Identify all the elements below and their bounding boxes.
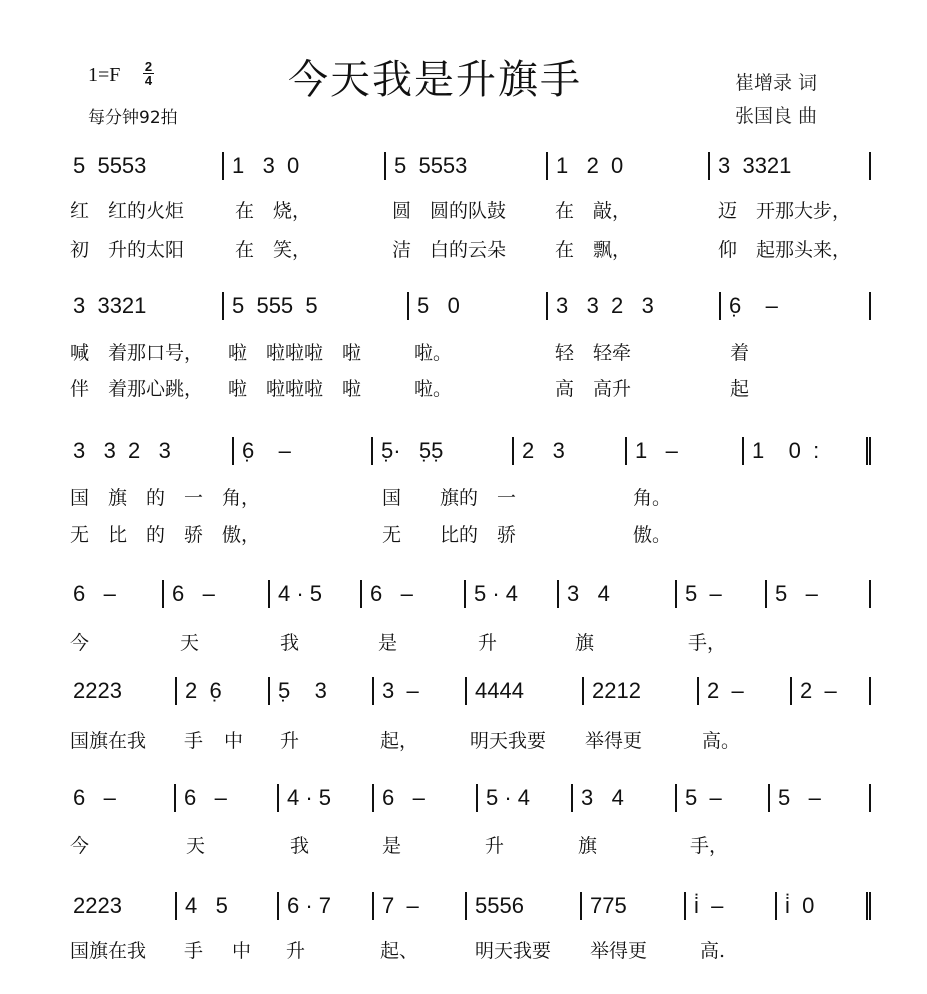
lyric: 升 bbox=[280, 730, 300, 752]
time-top: 2 bbox=[144, 59, 153, 74]
lyric: 起、 bbox=[380, 940, 419, 962]
lyric: 举得更 bbox=[590, 940, 648, 962]
measure: 4 · 5 bbox=[270, 580, 362, 608]
measure: 6 – bbox=[362, 580, 466, 608]
lyric: 天 bbox=[180, 632, 200, 654]
measure: 3 3 2 3 bbox=[73, 437, 234, 465]
lyric: 明天我要 bbox=[475, 940, 552, 962]
measure: 5 · 4 bbox=[478, 784, 573, 812]
lyric: 啦。 bbox=[414, 342, 453, 364]
measure: 3 3 2 3 bbox=[548, 292, 721, 320]
time-bottom: 4 bbox=[144, 73, 153, 88]
measure: 6 – bbox=[176, 784, 279, 812]
composer-credit: 张国良 曲 bbox=[735, 105, 818, 127]
lyric: 高 高升 bbox=[555, 378, 632, 400]
lyric: 旗 bbox=[575, 632, 595, 654]
measure: 6 – bbox=[73, 784, 176, 812]
lyric: 高。 bbox=[702, 730, 741, 752]
measure: 2 6̣ bbox=[177, 677, 270, 705]
lyric: 我 bbox=[280, 632, 300, 654]
song-title: 今天我是升旗手 bbox=[288, 57, 582, 103]
measure: 3 3321 bbox=[73, 292, 224, 320]
notation-row-7 bbox=[0, 892, 927, 922]
measure: 4 5 bbox=[177, 892, 279, 920]
lyric: 在 敲， bbox=[555, 200, 632, 222]
lyric: 起， bbox=[380, 730, 419, 752]
notation-row-4 bbox=[0, 580, 927, 610]
lyric: 旗的 一 bbox=[440, 487, 517, 509]
measure: 6 – bbox=[73, 580, 164, 608]
measure-repeat-end: 1 0 : bbox=[744, 437, 871, 465]
measure: 2212 bbox=[584, 677, 699, 705]
measure: 6 – bbox=[374, 784, 478, 812]
notation-row-3 bbox=[0, 437, 927, 467]
lyric: 在 笑， bbox=[235, 239, 312, 261]
measure: 7 – bbox=[374, 892, 467, 920]
lyric: 旗 bbox=[578, 835, 598, 857]
lyric: 国旗在我 bbox=[70, 730, 147, 752]
lyric: 升 bbox=[286, 940, 306, 962]
notation-row-6 bbox=[0, 784, 927, 814]
lyric: 手 bbox=[184, 730, 204, 752]
lyric: 喊 着那口号， bbox=[70, 342, 204, 364]
lyric: 在 飘， bbox=[555, 239, 632, 261]
lyric: 角。 bbox=[633, 487, 672, 509]
lyric: 是 bbox=[378, 632, 398, 654]
lyric: 在 烧， bbox=[235, 200, 312, 222]
lyric: 是 bbox=[382, 835, 402, 857]
measure: 1 2 0 bbox=[548, 152, 710, 180]
notation-row-5 bbox=[0, 677, 927, 707]
measure: 4 · 5 bbox=[279, 784, 374, 812]
lyric: 中 bbox=[224, 730, 244, 752]
lyric: 圆 圆的队鼓 bbox=[392, 200, 507, 222]
lyric: 无 bbox=[382, 524, 402, 546]
measure: 3 4 bbox=[573, 784, 677, 812]
lyric: 我 bbox=[290, 835, 310, 857]
key-signature: 1=F bbox=[88, 64, 121, 86]
lyric: 国 bbox=[382, 487, 402, 509]
lyric: 手 bbox=[184, 940, 204, 962]
lyric: 啦。 bbox=[414, 378, 453, 400]
measure: 5̣· 5̣5̣ bbox=[373, 437, 514, 465]
lyric: 傲。 bbox=[633, 524, 672, 546]
measure: 5̣ 3 bbox=[270, 677, 374, 705]
lyric: 今 bbox=[70, 632, 90, 654]
lyric: 洁 白的云朵 bbox=[392, 239, 507, 261]
lyric: 比的 骄 bbox=[440, 524, 517, 546]
measure: 2 – bbox=[792, 677, 871, 705]
lyric: 手， bbox=[688, 632, 727, 654]
measure: 6̣ – bbox=[721, 292, 871, 320]
measure: 2223 bbox=[73, 677, 177, 705]
lyric: 国旗在我 bbox=[70, 940, 147, 962]
lyric: 着 bbox=[730, 342, 750, 364]
lyric: 迈 开那大步， bbox=[718, 200, 852, 222]
notation-row-2 bbox=[0, 292, 927, 322]
measure: 5 555 5 bbox=[224, 292, 409, 320]
measure: 5 – bbox=[677, 580, 767, 608]
lyric: 起 bbox=[730, 378, 750, 400]
measure: 775 bbox=[582, 892, 686, 920]
measure: 5 5553 bbox=[386, 152, 548, 180]
lyric: 轻 轻牵 bbox=[555, 342, 632, 364]
measure: 5 · 4 bbox=[466, 580, 559, 608]
measure: 6 · 7 bbox=[279, 892, 374, 920]
measure: 6 – bbox=[164, 580, 270, 608]
lyric: 伴 着那心跳， bbox=[70, 378, 204, 400]
measure: 6̣ – bbox=[234, 437, 373, 465]
lyric: 升 bbox=[478, 632, 498, 654]
measure: i̇ – bbox=[686, 892, 777, 920]
lyric: 今 bbox=[70, 835, 90, 857]
measure: 5556 bbox=[467, 892, 582, 920]
lyricist-credit: 崔增录 词 bbox=[735, 72, 818, 94]
lyric: 明天我要 bbox=[470, 730, 547, 752]
lyric: 手， bbox=[690, 835, 729, 857]
measure: 5 0 bbox=[409, 292, 548, 320]
lyric: 啦 啦啦啦 啦 bbox=[228, 378, 362, 400]
measure: 5 5553 bbox=[73, 152, 224, 180]
measure: 3 – bbox=[374, 677, 467, 705]
measure: 3 3321 bbox=[710, 152, 871, 180]
measure: 5 – bbox=[770, 784, 871, 812]
lyric: 仰 起那头来， bbox=[718, 239, 852, 261]
measure: 4444 bbox=[467, 677, 584, 705]
lyric: 无 比 的 骄 傲， bbox=[70, 524, 261, 546]
measure: 5 – bbox=[677, 784, 770, 812]
lyric: 啦 啦啦啦 啦 bbox=[228, 342, 362, 364]
measure: 5 – bbox=[767, 580, 871, 608]
lyric: 红 红的火炬 bbox=[70, 200, 185, 222]
measure: 2223 bbox=[73, 892, 177, 920]
measure: 1 3 0 bbox=[224, 152, 386, 180]
measure: 2 3 bbox=[514, 437, 627, 465]
measure: 2 – bbox=[699, 677, 792, 705]
lyric: 举得更 bbox=[585, 730, 643, 752]
measure-final: i̇ 0 bbox=[777, 892, 871, 920]
time-signature bbox=[143, 60, 154, 87]
lyric: 天 bbox=[186, 835, 206, 857]
notation-row-1 bbox=[0, 152, 927, 182]
tempo-marking: 每分钟92拍 bbox=[88, 108, 178, 128]
lyric: 升 bbox=[485, 835, 505, 857]
measure: 3 4 bbox=[559, 580, 677, 608]
measure: 1 – bbox=[627, 437, 744, 465]
lyric: 中 bbox=[232, 940, 252, 962]
lyric: 高. bbox=[700, 940, 726, 962]
lyric: 国 旗 的 一 角， bbox=[70, 487, 261, 509]
lyric: 初 升的太阳 bbox=[70, 239, 185, 261]
